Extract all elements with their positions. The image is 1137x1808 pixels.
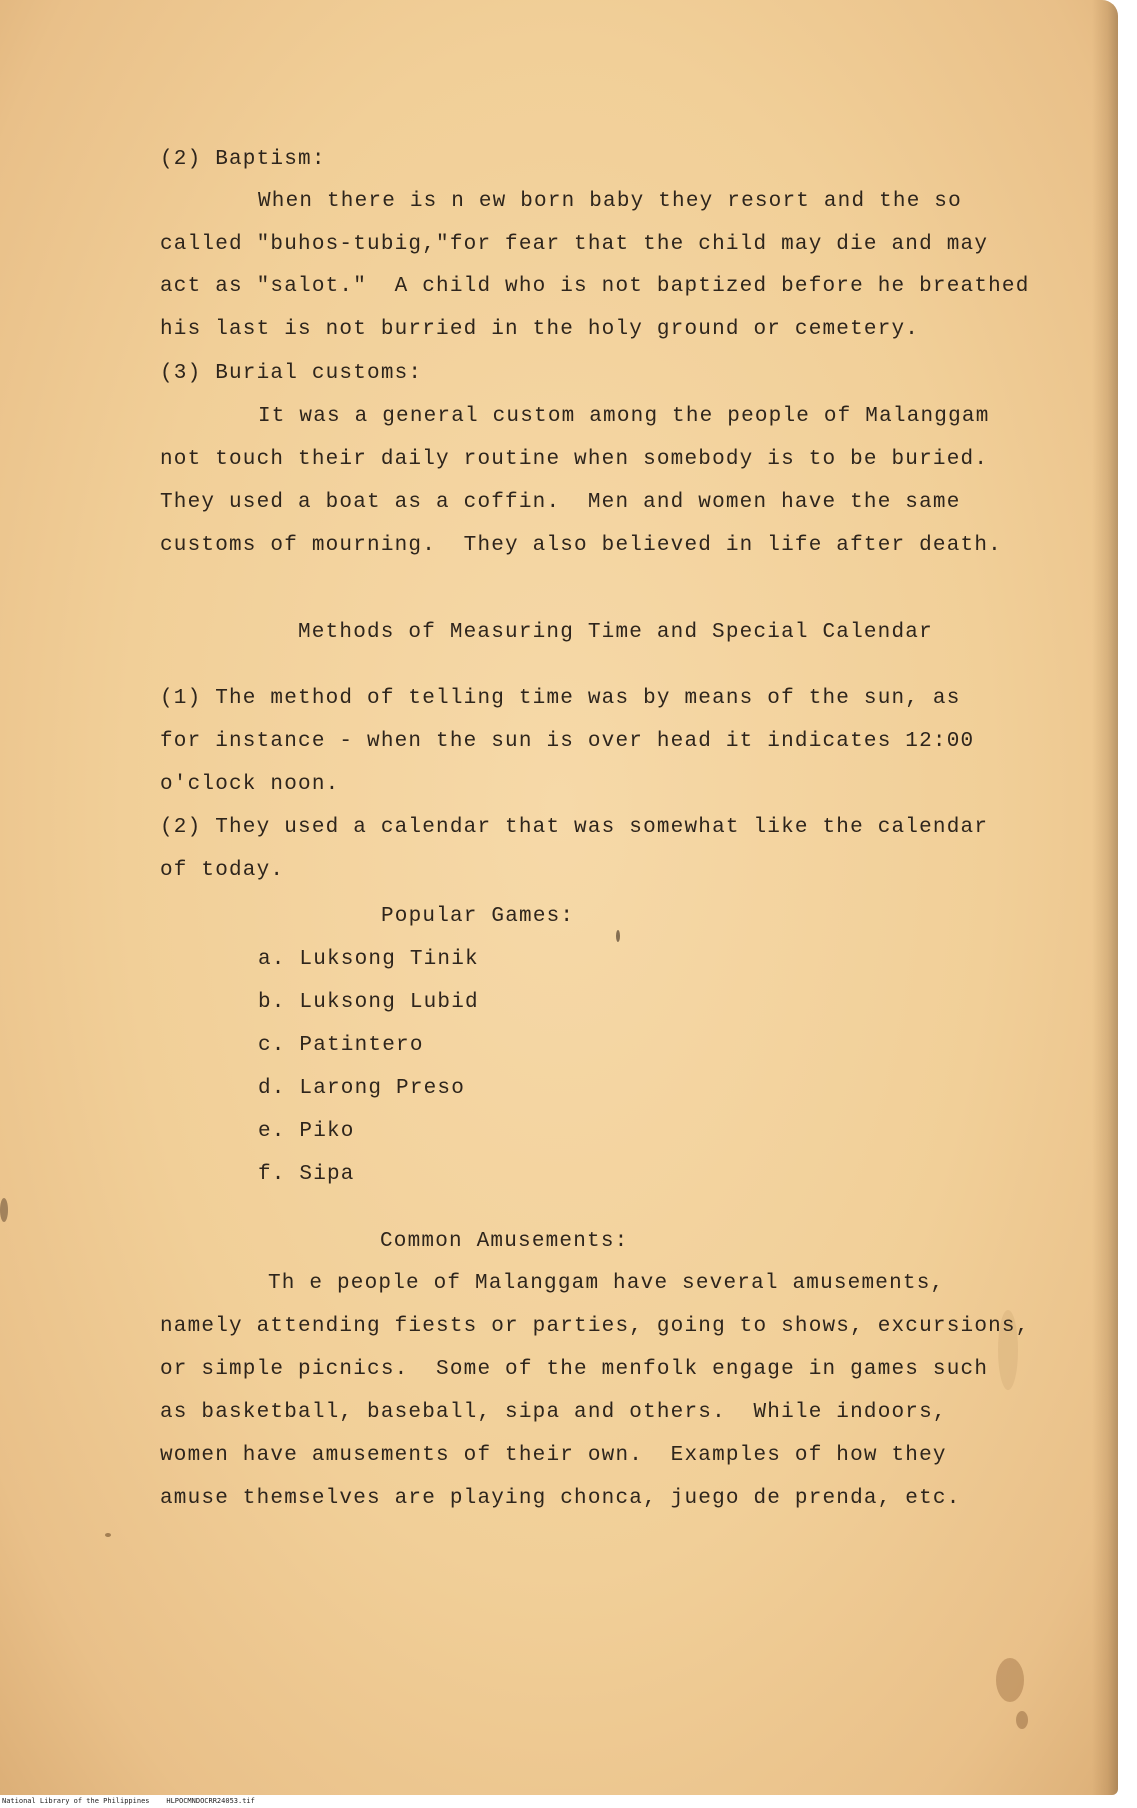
games-item: f. Sipa <box>258 1163 355 1186</box>
page-edge-shadow <box>1092 0 1118 1795</box>
time-line: of today. <box>160 859 285 882</box>
games-heading: Popular Games: <box>381 905 575 928</box>
amusements-line: as basketball, baseball, sipa and others. While indoors, <box>160 1401 947 1424</box>
baptism-line: act as "salot." A child who is not baptized before he breathed <box>160 275 1030 298</box>
stain <box>105 1533 111 1537</box>
time-heading: Methods of Measuring Time and Special Calendar <box>298 621 933 644</box>
burial-line: It was a general custom among the people of Malanggam <box>258 405 990 428</box>
burial-heading: (3) Burial customs: <box>160 362 423 385</box>
amusements-line: women have amusements of their own. Examples of how they <box>160 1444 947 1467</box>
time-line: for instance - when the sun is over head it indicates 12:00 <box>160 730 975 753</box>
games-item: a. Luksong Tinik <box>258 948 479 971</box>
amusements-line: namely attending fiests or parties, going to shows, excursions, <box>160 1315 1030 1338</box>
time-line: (1) The method of telling time was by means of the sun, as <box>160 687 961 710</box>
baptism-line: called "buhos-tubig,"for fear that the child may die and may <box>160 233 989 256</box>
games-item: e. Piko <box>258 1120 355 1143</box>
stain <box>616 930 620 942</box>
baptism-line: his last is not burried in the holy ground or cemetery. <box>160 318 920 341</box>
baptism-heading: (2) Baptism: <box>160 148 326 171</box>
games-item: d. Larong Preso <box>258 1077 466 1100</box>
burial-line: They used a boat as a coffin. Men and women have the same <box>160 491 961 514</box>
stain <box>996 1658 1024 1702</box>
time-line: o'clock noon. <box>160 773 340 796</box>
baptism-line: When there is n ew born baby they resort and the so <box>258 190 962 213</box>
stain <box>1016 1711 1028 1729</box>
amusements-line: Th e people of Malanggam have several amusements, <box>268 1272 945 1295</box>
amusements-heading: Common Amusements: <box>380 1230 629 1253</box>
burial-line: customs of mourning. They also believed in life after death. <box>160 534 1002 557</box>
amusements-line: or simple picnics. Some of the menfolk engage in games such <box>160 1358 989 1381</box>
scan-footer: National Library of the Philippines HLPOCMNDOCRR24053.tif <box>2 1797 255 1805</box>
stain <box>0 1198 8 1222</box>
burial-line: not touch their daily routine when somebody is to be buried. <box>160 448 989 471</box>
amusements-line: amuse themselves are playing chonca, juego de prenda, etc. <box>160 1487 961 1510</box>
games-item: c. Patintero <box>258 1034 424 1057</box>
time-line: (2) They used a calendar that was somewhat like the calendar <box>160 816 989 839</box>
games-item: b. Luksong Lubid <box>258 991 479 1014</box>
